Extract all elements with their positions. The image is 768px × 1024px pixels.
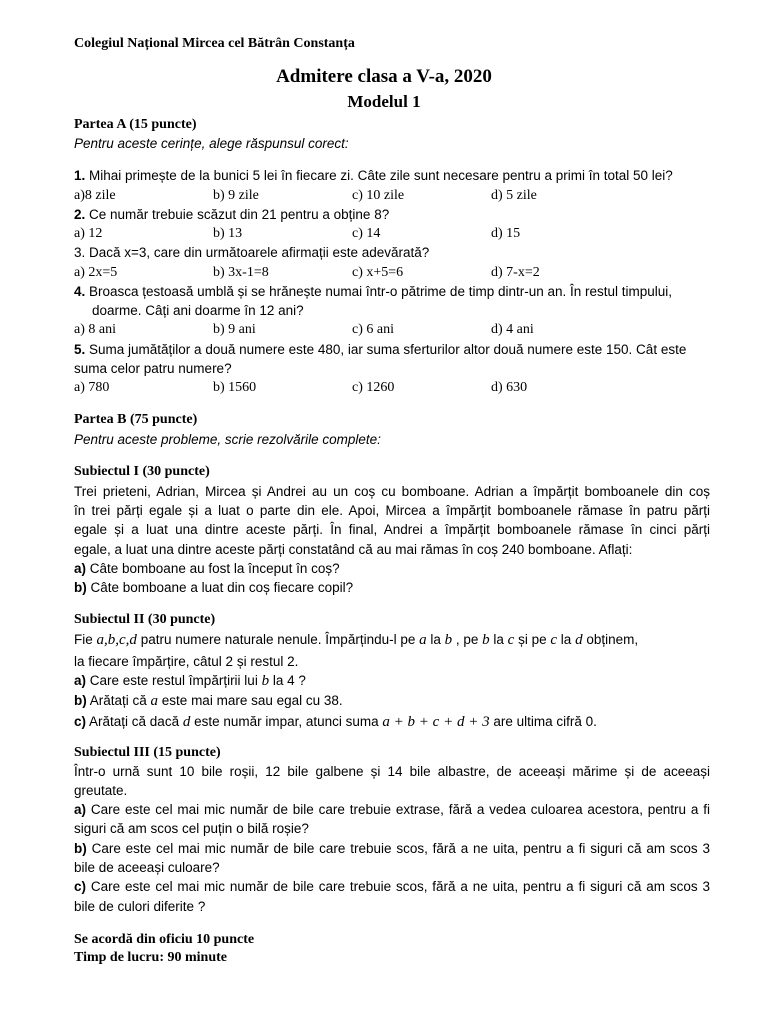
text-fragment: Arătați că — [86, 693, 151, 708]
question-text: Broasca țestoasă umblă și se hrănește numai într-o pătrime de timp dintr-un an. În restul timpului, — [85, 284, 673, 299]
subject-3-heading: Subiectul III (15 puncte) — [74, 745, 221, 760]
subject-3-question-b — [74, 839, 710, 858]
variable-d: d — [182, 714, 191, 730]
part-a-instruction: Pentru aceste cerințe, alege răspunsul corect: — [74, 136, 349, 151]
subject-2-question-a — [74, 671, 306, 691]
school-name: Colegiul Național Mircea cel Bătrân Constanța — [74, 36, 355, 51]
text-fragment: Arătați că dacă — [86, 714, 183, 729]
text-fragment: are ultima cifră 0. — [489, 714, 597, 729]
item-label: c) — [74, 714, 87, 729]
q2-option-c: c) 14 — [352, 226, 381, 241]
question-4 — [74, 282, 672, 301]
q3-option-a: a) 2x=5 — [74, 265, 118, 280]
subject-1-question-a — [74, 559, 340, 578]
q1-option-c: c) 10 zile — [352, 188, 405, 203]
subject-1-heading: Subiectul I (30 puncte) — [74, 464, 210, 479]
text-fragment: este mai mare sau egal cu 38. — [158, 693, 343, 708]
item-label: a) — [74, 673, 87, 688]
subject-1-line-3: egale și a luat una dintre aceste părți. În final, Andrei a împărțit bomboanele rămase în cinci părți — [74, 522, 710, 537]
item-text: Câte bomboane a luat din coș fiecare copil? — [86, 580, 354, 595]
question-number: 2. — [74, 207, 86, 222]
variable-b: b — [482, 632, 490, 648]
subject-3-question-b-continued: bile de aceeași culoare? — [74, 860, 220, 875]
question-1 — [74, 166, 673, 185]
variables: a,b,c,d — [96, 632, 137, 648]
exam-title: Admitere clasa a V-a, 2020 — [276, 66, 492, 87]
q4-option-b: b) 9 ani — [213, 322, 256, 337]
subject-1-line-2: în trei părți egale și a luat o parte din ele. Apoi, Mircea a împărțit bomboanele rămase în patru părți — [74, 503, 710, 518]
variable-c: c — [550, 632, 558, 648]
part-b-instruction: Pentru aceste probleme, scrie rezolvările complete: — [74, 432, 381, 447]
text-fragment: Fie — [74, 632, 97, 647]
subject-3-question-c-continued: bile de culori diferite ? — [74, 899, 206, 914]
subject-1-line-4: egale, a luat una dintre aceste părți constatând că au mai rămas în coș 240 bomboane. Aflați: — [74, 542, 633, 557]
item-label: a) — [74, 802, 87, 817]
text-fragment: la 4 ? — [269, 673, 306, 688]
text-fragment: la — [426, 632, 445, 647]
subject-3-line-2: greutate. — [74, 783, 128, 798]
text-fragment: la — [557, 632, 576, 647]
q2-option-b: b) 13 — [213, 226, 243, 241]
subject-2-question-c — [74, 712, 597, 732]
q4-option-c: c) 6 ani — [352, 322, 394, 337]
item-label: a) — [74, 561, 87, 576]
text-fragment: și pe — [514, 632, 551, 647]
item-label: b) — [74, 841, 87, 856]
q5-option-c: c) 1260 — [352, 380, 395, 395]
q2-option-a: a) 12 — [74, 226, 103, 241]
text-fragment: patru numere naturale nenule. Împărțindu-l pe — [136, 632, 420, 647]
subject-2-heading: Subiectul II (30 puncte) — [74, 612, 216, 627]
question-number: 1. — [74, 168, 86, 183]
item-text: Care este cel mai mic număr de bile care trebuie scos, fără a ne uita, pentru a fi siguri că am scos 3 — [86, 879, 710, 894]
variable-a: a — [150, 693, 159, 709]
variable-d: d — [575, 632, 583, 648]
q4-option-a: a) 8 ani — [74, 322, 116, 337]
item-label: c) — [74, 879, 87, 894]
part-b-heading: Partea B (75 puncte) — [74, 412, 198, 427]
question-text: Suma jumătăților a două numere este 480, iar suma sferturilor altor două numere este 150. Cât este — [85, 342, 687, 357]
q1-option-b: b) 9 zile — [213, 188, 259, 203]
subject-2-line-1 — [74, 630, 710, 650]
subject-3-question-c — [74, 877, 710, 896]
oficiu-points: Se acordă din oficiu 10 puncte — [74, 932, 255, 947]
question-3: 3. Dacă x=3, care din următoarele afirmații este adevărată? — [74, 245, 430, 260]
question-4-continued: doarme. Câți ani doarme în 12 ani? — [92, 303, 304, 318]
text-fragment: obținem, — [582, 632, 639, 647]
q3-option-c: c) x+5=6 — [352, 265, 404, 280]
text-fragment: la — [489, 632, 508, 647]
text-fragment: este număr impar, atunci suma — [190, 714, 383, 729]
q5-option-a: a) 780 — [74, 380, 110, 395]
variable-a: a — [419, 632, 427, 648]
item-text: Care este cel mai mic număr de bile care trebuie scos, fără a ne uita, pentru a fi siguri că am scos 3 — [86, 841, 710, 856]
subject-1-question-b — [74, 578, 353, 597]
item-text: Câte bomboane au fost la început în coș? — [86, 561, 340, 576]
subject-3-question-a — [74, 800, 710, 819]
question-5-continued: suma celor patru numere? — [74, 361, 232, 376]
question-text: Mihai primește de la bunici 5 lei în fiecare zi. Câte zile sunt necesare pentru a primi în total 50 lei? — [85, 168, 673, 183]
q3-option-b: b) 3x-1=8 — [213, 265, 269, 280]
q1-option-d: d) 5 zile — [491, 188, 537, 203]
item-label: b) — [74, 580, 87, 595]
variable-b: b — [444, 632, 453, 648]
sum-expression: a + b + c + d + 3 — [382, 714, 490, 730]
question-2 — [74, 205, 389, 224]
part-a-heading: Partea A (15 puncte) — [74, 117, 197, 132]
question-text: Ce număr trebuie scăzut din 21 pentru a obține 8? — [85, 207, 390, 222]
variable-c: c — [507, 632, 515, 648]
question-5 — [74, 340, 686, 359]
question-number: 5. — [74, 342, 86, 357]
q4-option-d: d) 4 ani — [491, 322, 534, 337]
subject-3-question-a-continued: siguri că am scos cel puțin o bilă roșie? — [74, 821, 309, 836]
text-fragment: Care este restul împărțirii lui — [86, 673, 262, 688]
q5-option-d: d) 630 — [491, 380, 528, 395]
variable-b: b — [261, 673, 270, 689]
q2-option-d: d) 15 — [491, 226, 521, 241]
subject-2-question-b — [74, 691, 343, 711]
q3-option-d: d) 7-x=2 — [491, 265, 540, 280]
subject-3-line-1: Într-o urnă sunt 10 bile roșii, 12 bile galbene și 14 bile albastre, de aceeași mărime și de aceeași — [74, 764, 710, 779]
text-fragment: , pe — [452, 632, 483, 647]
exam-subtitle: Modelul 1 — [347, 92, 421, 111]
item-text: Care este cel mai mic număr de bile care trebuie extrase, fără a vedea culoarea acestora, pentru a fi — [86, 802, 710, 817]
question-number: 4. — [74, 284, 86, 299]
subject-1-line-1: Trei prieteni, Adrian, Mircea și Andrei au un coș cu bomboane. Adrian a împărțit bomboanele din coș — [74, 484, 710, 499]
item-label: b) — [74, 693, 87, 708]
q5-option-b: b) 1560 — [213, 380, 257, 395]
q1-option-a: a)8 zile — [74, 188, 116, 203]
work-time: Timp de lucru: 90 minute — [74, 950, 227, 965]
subject-2-line-2: la fiecare împărțire, câtul 2 și restul 2. — [74, 654, 299, 669]
